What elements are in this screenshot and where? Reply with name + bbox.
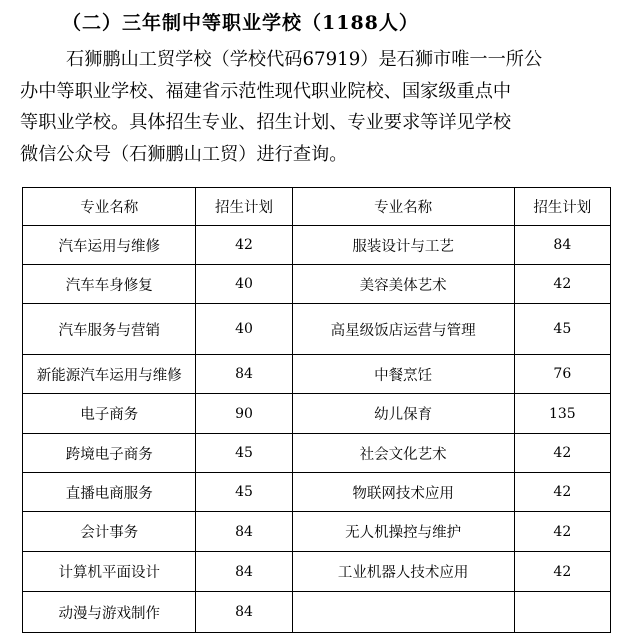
table-row [23, 355, 611, 394]
major-name-cell: 汽车车身修复 [23, 265, 196, 304]
major-name-cell: 无人机操控与维护 [292, 512, 514, 552]
intro-paragraph [20, 44, 620, 170]
enrollment-plan-cell: 135 [514, 394, 610, 434]
table-row [23, 552, 611, 592]
enrollment-plan-cell: 45 [196, 473, 292, 512]
paragraph-line: 石狮鹏山工贸学校（学校代码67919）是石狮市唯一一所公 [66, 49, 543, 70]
major-name-cell: 物联网技术应用 [292, 473, 514, 512]
enrollment-plan-cell: 40 [196, 265, 292, 304]
major-name-cell: 汽车服务与营销 [23, 304, 196, 355]
major-name-cell: 电子商务 [23, 394, 196, 434]
major-name-cell: 社会文化艺术 [292, 434, 514, 473]
header-major-name: 专业名称 [292, 188, 514, 226]
major-name-cell: 服装设计与工艺 [292, 226, 514, 265]
enrollment-plan-cell: 42 [196, 226, 292, 265]
major-name-cell: 中餐烹饪 [292, 355, 514, 394]
major-name-cell: 美容美体艺术 [292, 265, 514, 304]
enrollment-plan-cell: 40 [196, 304, 292, 355]
major-name-cell: 动漫与游戏制作 [23, 592, 196, 633]
header-enrollment-plan: 招生计划 [514, 188, 610, 226]
table-row [23, 512, 611, 552]
enrollment-plan-cell: 45 [196, 434, 292, 473]
major-name-cell: 跨境电子商务 [23, 434, 196, 473]
table-row [23, 394, 611, 434]
major-name-cell: 直播电商服务 [23, 473, 196, 512]
major-name-cell: 计算机平面设计 [23, 552, 196, 592]
table-body [23, 226, 611, 633]
major-name-cell: 高星级饭店运营与管理 [292, 304, 514, 355]
enrollment-table [22, 187, 611, 633]
table-row [23, 434, 611, 473]
section-heading: （二）三年制中等职业学校（1188人） [62, 12, 419, 34]
enrollment-plan-cell: 42 [514, 552, 610, 592]
table-row [23, 592, 611, 633]
enrollment-plan-cell: 45 [514, 304, 610, 355]
enrollment-plan-cell: 42 [514, 434, 610, 473]
major-name-cell: 工业机器人技术应用 [292, 552, 514, 592]
major-name-cell: 汽车运用与维修 [23, 226, 196, 265]
enrollment-plan-cell: 84 [196, 552, 292, 592]
enrollment-plan-cell: 90 [196, 394, 292, 434]
enrollment-plan-cell: 84 [196, 592, 292, 633]
enrollment-plan-cell: 84 [196, 512, 292, 552]
paragraph-line: 等职业学校。具体招生专业、招生计划、专业要求等详见学校 [20, 112, 512, 133]
enrollment-plan-cell: 84 [196, 355, 292, 394]
major-name-cell: 新能源汽车运用与维修 [23, 355, 196, 394]
enrollment-plan-cell: 42 [514, 473, 610, 512]
header-enrollment-plan: 招生计划 [196, 188, 292, 226]
enrollment-plan-cell: 42 [514, 265, 610, 304]
table-header-row [23, 188, 611, 226]
table-row [23, 265, 611, 304]
enrollment-plan-cell: 84 [514, 226, 610, 265]
major-name-cell: 幼儿保育 [292, 394, 514, 434]
enrollment-plan-cell: 76 [514, 355, 610, 394]
enrollment-plan-cell: 42 [514, 512, 610, 552]
table-row [23, 473, 611, 512]
enrollment-plan-cell [514, 592, 610, 633]
table-row [23, 226, 611, 265]
major-name-cell: 会计事务 [23, 512, 196, 552]
paragraph-line: 微信公众号（石狮鹏山工贸）进行查询。 [20, 143, 348, 165]
header-major-name: 专业名称 [23, 188, 196, 226]
paragraph-line: 办中等职业学校、福建省示范性现代职业院校、国家级重点中 [20, 80, 512, 102]
major-name-cell [292, 592, 514, 633]
table-row [23, 304, 611, 355]
